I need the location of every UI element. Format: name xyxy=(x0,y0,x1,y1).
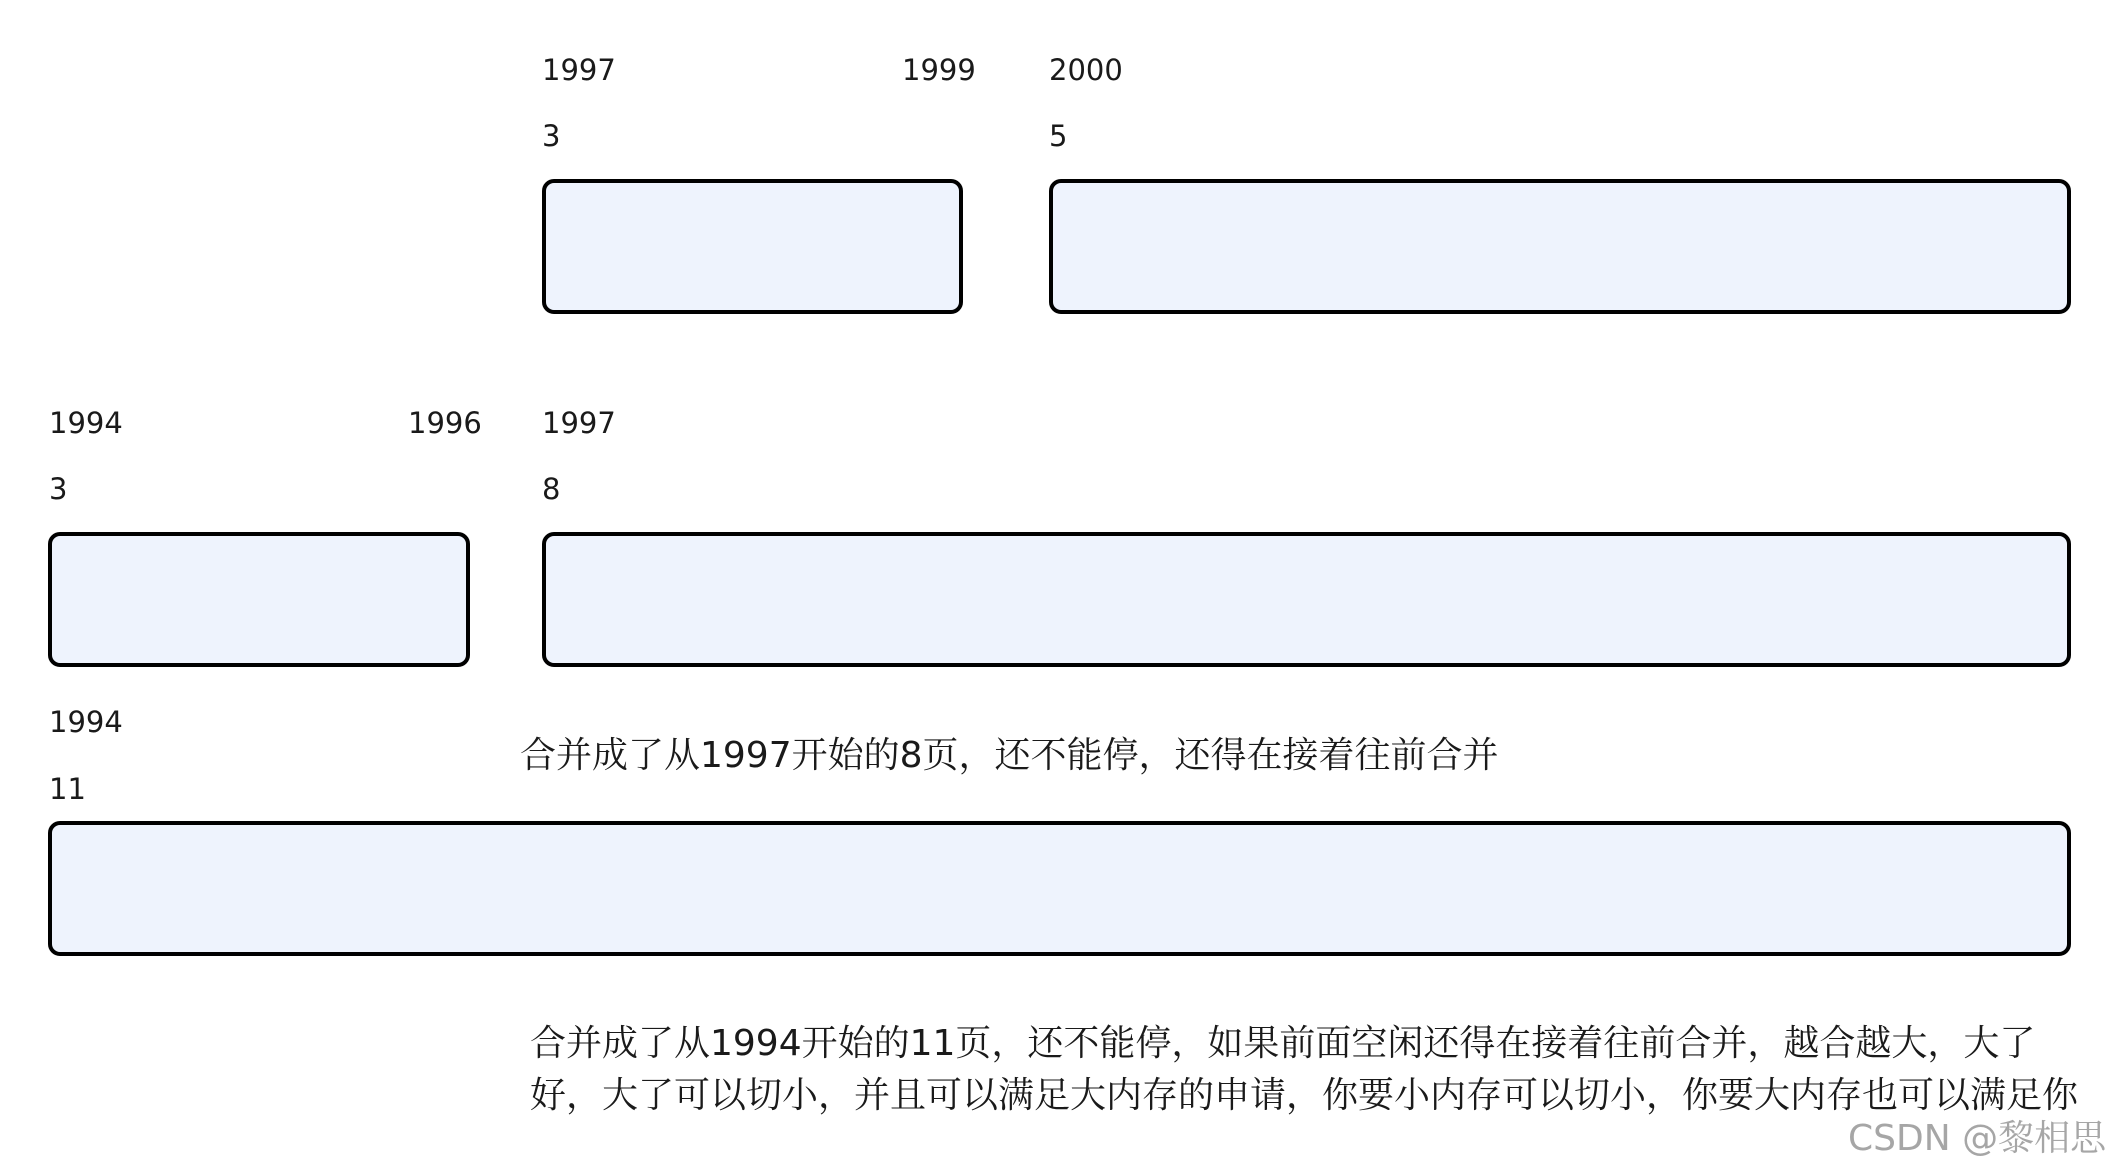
row2-block-a-pages-label: 3 xyxy=(49,472,68,506)
row3-block-start-label: 1994 xyxy=(49,705,123,739)
row3-memory-block xyxy=(48,821,2071,956)
row2-block-a-start-label: 1994 xyxy=(49,406,123,440)
row1-memory-block-b xyxy=(1049,179,2071,314)
row2-block-a-end-label: 1996 xyxy=(408,406,482,440)
csdn-watermark: CSDN @黎相思 xyxy=(1848,1118,2107,1159)
row1-block-a-end-label: 1999 xyxy=(902,53,976,87)
row2-memory-block-b xyxy=(542,532,2071,667)
row1-block-a-start-label: 1997 xyxy=(542,53,616,87)
row2-memory-block-a xyxy=(48,532,470,667)
row1-block-b-start-label: 2000 xyxy=(1049,53,1123,87)
row1-block-b-pages-label: 5 xyxy=(1049,119,1068,153)
row2-block-b-pages-label: 8 xyxy=(542,472,561,506)
merge-note-2-line-1: 合并成了从1994开始的11页，还不能停，如果前面空闲还得在接着往前合并，越合越大，大了 xyxy=(530,1023,2036,1064)
row1-block-a-pages-label: 3 xyxy=(542,119,561,153)
row1-memory-block-a xyxy=(542,179,963,314)
merge-note-2-line-2: 好，大了可以切小，并且可以满足大内存的申请，你要小内存可以切小，你要大内存也可以满足你 xyxy=(530,1075,2079,1116)
merge-note-1: 合并成了从1997开始的8页，还不能停，还得在接着往前合并 xyxy=(520,735,1499,776)
row3-block-pages-label: 11 xyxy=(49,772,86,806)
row2-block-b-start-label: 1997 xyxy=(542,406,616,440)
